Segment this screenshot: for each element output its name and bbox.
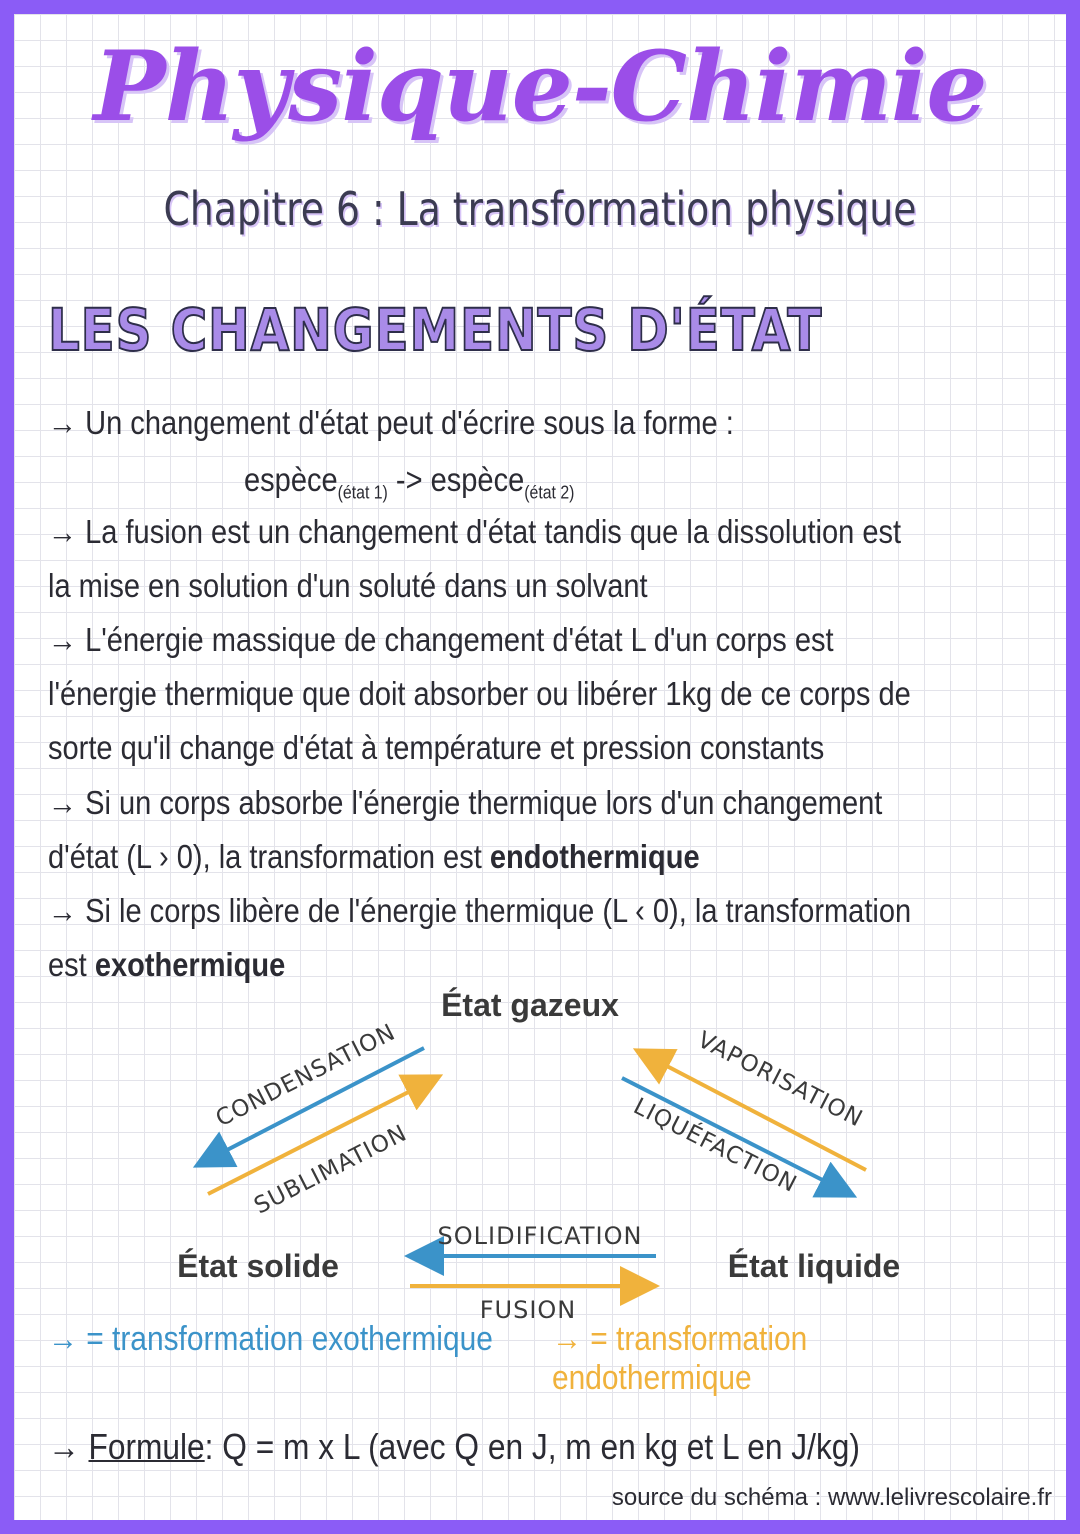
liquid-state-label: État liquide: [727, 1248, 901, 1284]
notes-sheet: [14, 14, 1066, 1520]
fusion-label: FUSION: [479, 1296, 577, 1324]
state-2: (état 2): [524, 482, 575, 503]
bullet-1: → Un changement d'état peut d'écrire sous la forme :: [48, 404, 734, 441]
bullet-5-text: Si le corps libère de l'énergie thermique (L ‹ 0), la transformation est: [48, 892, 920, 983]
legend-endothermic: → = transformation endothermique: [552, 1320, 808, 1397]
gas-state-label: État gazeux: [441, 987, 619, 1023]
solidification-label: SOLIDIFICATION: [437, 1222, 643, 1250]
legend-exo-text: = transformation exothermique: [86, 1320, 493, 1358]
formula-arrow: ->: [395, 461, 423, 498]
bullet-5: → Si le corps libère de l'énergie thermique (L ‹ 0), la transformation est exothermique: [48, 892, 920, 983]
bullet-4-text: Si un corps absorbe l'énergie thermique lors d'un changement d'état (L › 0), la transformation est: [48, 784, 891, 875]
bullet-1-text: Un changement d'état peut d'écrire sous la forme :: [85, 404, 734, 441]
state-1: (état 1): [337, 482, 388, 503]
bullet-2: → La fusion est un changement d'état tandis que la dissolution est la mise en solution d'un soluté dans un solvant: [48, 513, 910, 604]
solid-state-label: État solide: [177, 1248, 339, 1284]
legend-exothermic: → = transformation exothermique: [48, 1320, 493, 1358]
chapter-title: Chapitre 6 : La transformation physique: [163, 182, 917, 236]
bullet-3: → L'énergie massique de changement d'état L d'un corps est l'énergie thermique que doit absorber ou libérer 1kg de ce corps de sorte qu'il change d'état à température et pression constants: [48, 621, 919, 766]
formula-label: Formule: [88, 1426, 205, 1467]
liquefaction-label: LIQUÉFACTION: [629, 1093, 802, 1199]
bullet-2-text: La fusion est un changement d'état tandis que la dissolution est la mise en solution d'un soluté dans un solvant: [48, 513, 910, 604]
endothermic-term: endothermique: [489, 838, 700, 875]
vaporisation-label: VAPORISATION: [693, 1026, 868, 1133]
state-change-diagram: [14, 974, 1066, 1334]
formula-text: : Q = m x L (avec Q en J, m en kg et L en J/kg): [204, 1426, 860, 1467]
exothermic-term: exothermique: [94, 946, 286, 983]
condensation-label: CONDENSATION: [211, 1019, 400, 1133]
state-change-formula: [244, 461, 574, 504]
energy-formula: → Formule: Q = m x L (avec Q en J, m en kg et L en J/kg): [48, 1426, 860, 1467]
bullet-4: → Si un corps absorbe l'énergie thermique lors d'un changement d'état (L › 0), la transformation est endothermique: [48, 784, 891, 875]
page-title: Physique-Chimie: [93, 30, 987, 143]
source-credit: source du schéma : www.lelivrescolaire.fr: [611, 1484, 1052, 1511]
legend-endo-text: = transformation endothermique: [552, 1320, 808, 1397]
bullet-3-text: L'énergie massique de changement d'état L d'un corps est l'énergie thermique que doit absorber ou libérer 1kg de ce corps de sorte qu'il change d'état à température et pression constants: [48, 621, 919, 766]
section-title: LES CHANGEMENTS D'ÉTAT: [48, 296, 823, 364]
species-b: espèce: [430, 461, 525, 498]
species-a: espèce: [244, 461, 338, 498]
sublimation-label: SUBLIMATION: [250, 1120, 412, 1220]
